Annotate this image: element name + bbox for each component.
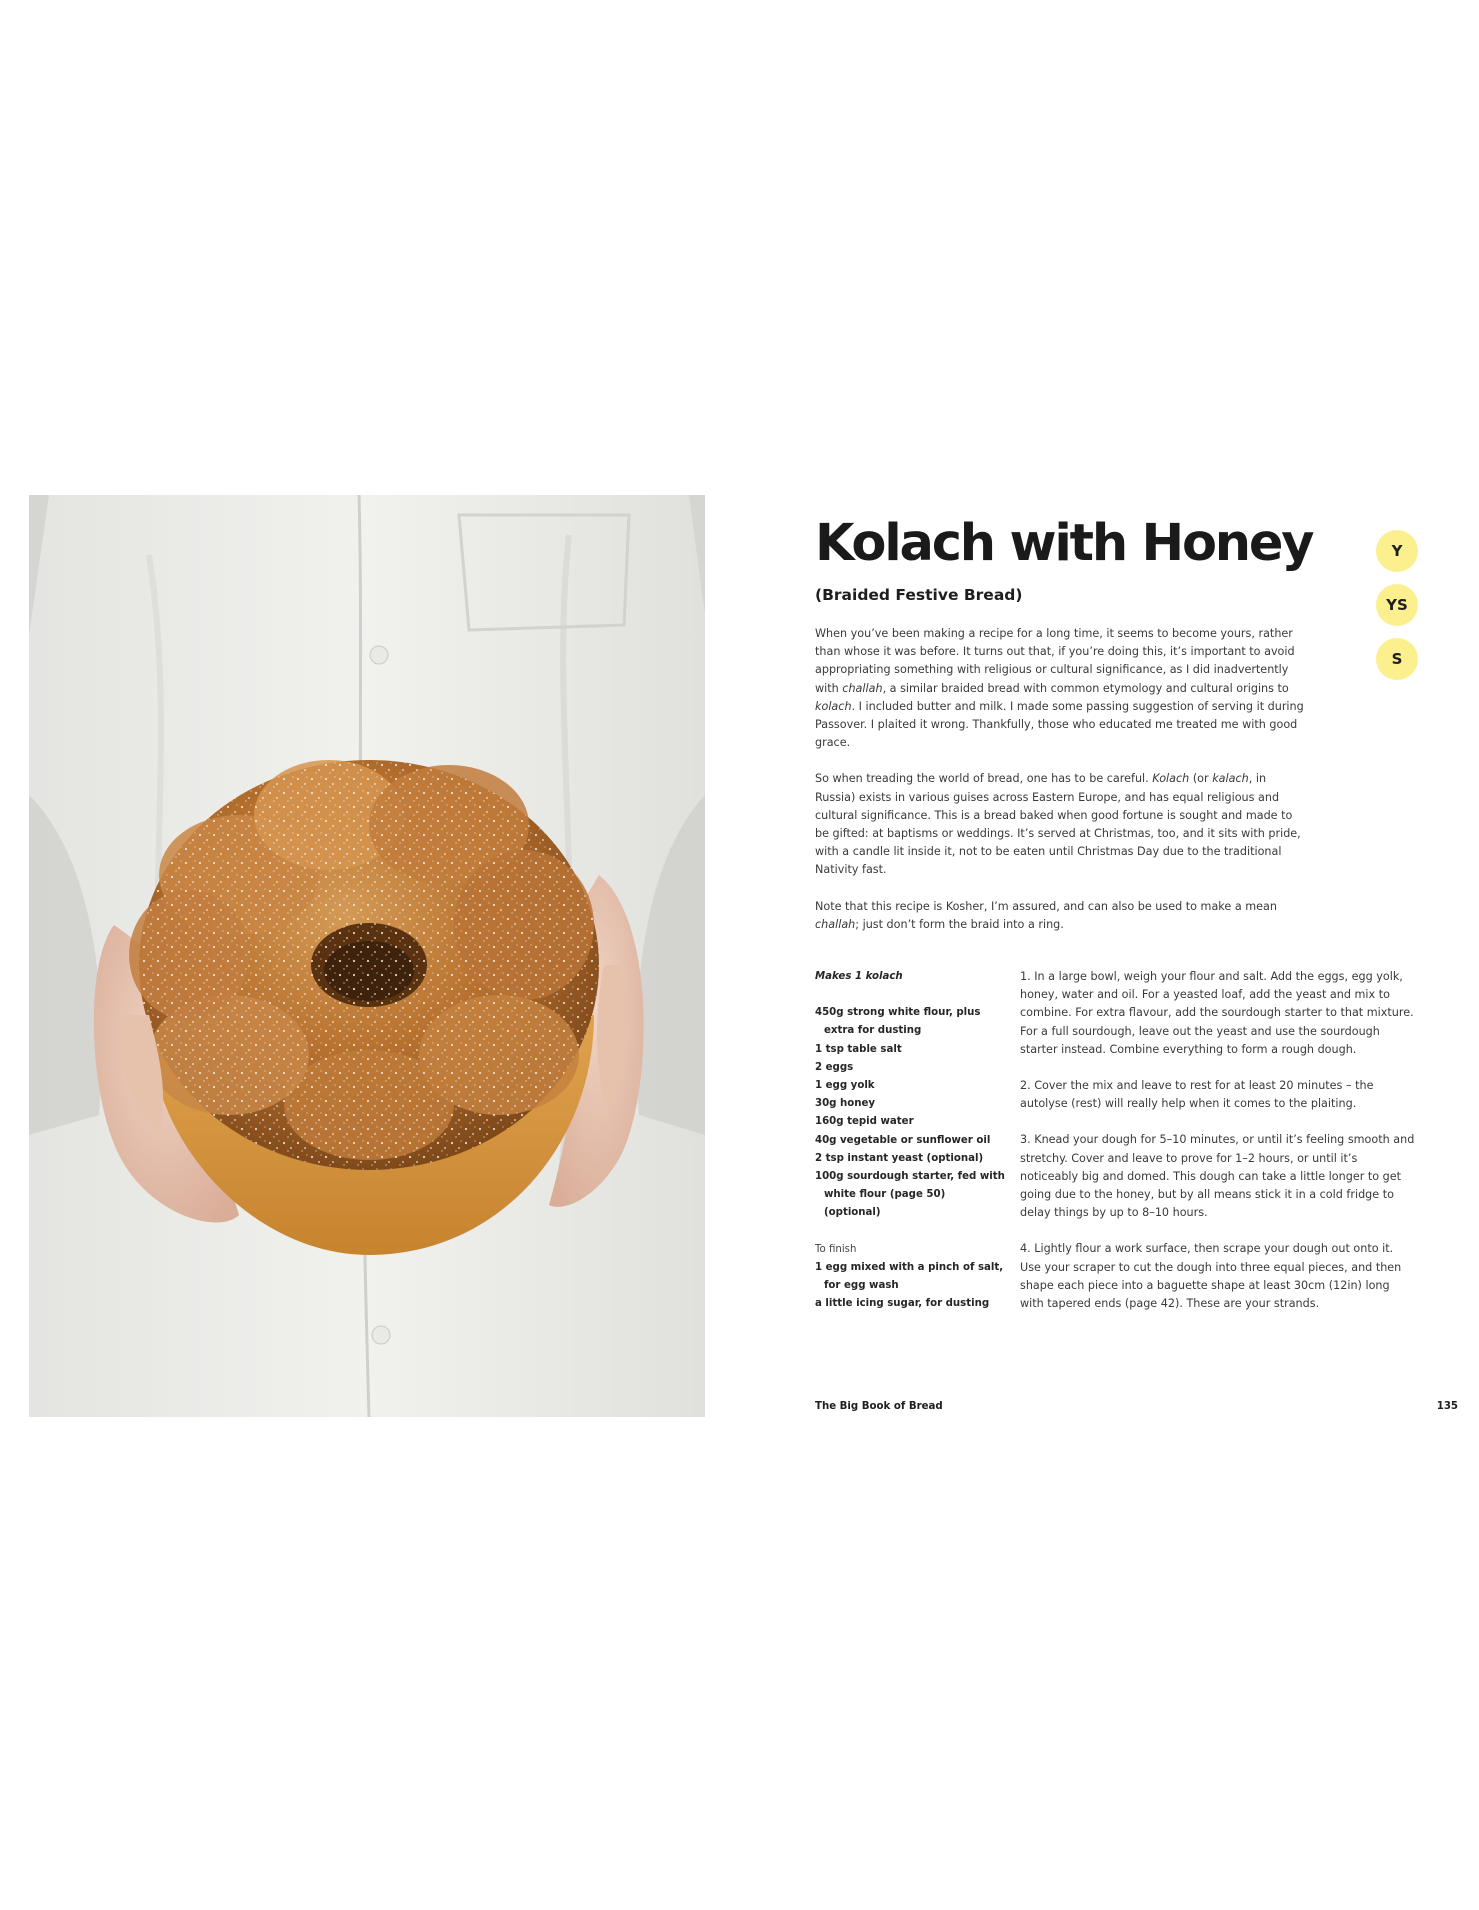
italic-term: kolach [815,699,852,713]
italic-term: kalach [1212,772,1249,786]
ingredient-item: 1 tsp table salt [815,1043,902,1055]
ingredient-item: 2 tsp instant yeast (optional) [815,1152,984,1164]
badge-sourdough: S [1376,638,1418,680]
intro-paragraph: When you’ve been making a recipe for a long time, it seems to become yours, rather than whose it was before. It turns out that, if you’re doing this, it’s important to avoid appropriating something with religious or cultural significance, as I did inadvertently with challah, a similar braided bread with common etymology and cultural origins to kolach. I included butter and milk. I made some passing suggestion of serving it during Passover. I plaited it wrong. Thankfully, those who educated me treated me with good grace. [815,627,1304,750]
method-column [1020,968,1415,1331]
finish-item: a little icing sugar, for dusting [815,1298,990,1310]
italic-term: Kolach [1152,772,1190,786]
method-step: 3. Knead your dough for 5–10 minutes, or until it’s feeling smooth and stretchy. Cover and leave to prove for 1–2 hours, or until it’s noticeably big and domed. This dough can take a little longer to get going due to the honey, but by all means stick it in a cold fridge to delay things by up to 8–10 hours. [1020,1133,1415,1220]
intro-paragraph: So when treading the world of bread, one has to be careful. Kolach (or kalach, in Russia) exists in various guises across Eastern Europe, and has equal religious and cultural significance. This is a bread baked when good fortune is sought and made to be gifted: at baptisms or weddings. It’s served at Christmas, too, and it sits with pride, with a candle lit inside it, not to be eaten until Christmas Day due to the traditional Nativity fast. [815,772,1301,877]
finish-item: 1 egg mixed with a pinch of salt, for egg wash [815,1261,1004,1292]
ingredient-list [815,1004,1005,1222]
diet-badges [1376,530,1418,692]
yield-text: Makes 1 kolach [815,971,903,982]
bread-photo [29,495,705,1417]
italic-term: challah [815,917,856,931]
intro-paragraph: Note that this recipe is Kosher, I’m assured, and can also be used to make a mean challah; just don’t form the braid into a ring. [815,899,1277,931]
ingredients-column [815,968,1005,1313]
page-number: 135 [1436,1401,1458,1412]
recipe-subtitle: (Braided Festive Bread) [815,586,1023,604]
badge-yeast-sourdough: YS [1376,584,1418,626]
bread-photo-illustration [29,495,705,1417]
book-title-footer: The Big Book of Bread [815,1401,943,1412]
ingredient-item: 30g honey [815,1098,876,1110]
recipe-intro [815,625,1305,952]
ingredient-item: 160g tepid water [815,1116,914,1128]
method-step: 2. Cover the mix and leave to rest for at least 20 minutes – the autolyse (rest) will really help when it comes to the plaiting. [1020,1079,1374,1111]
ingredient-item: 450g strong white flour, plus extra for dusting [815,1007,981,1037]
method-step: 4. Lightly flour a work surface, then scrape your dough out onto it. Use your scraper to cut the dough into three equal pieces, and then shape each piece into a baguette shape at least 30cm (12in) long with tapered ends (page 42). These are your strands. [1020,1242,1402,1311]
ingredient-item: 40g vegetable or sunflower oil [815,1134,991,1146]
ingredient-item: 100g sourdough starter, fed with white flour (page 50) (optional) [815,1171,1005,1219]
ingredient-item: 1 egg yolk [815,1080,875,1092]
badge-yeast: Y [1376,530,1418,572]
finish-heading: To finish [815,1243,857,1255]
italic-term: challah [842,681,883,695]
recipe-title: Kolach with Honey [815,514,1313,573]
method-step: 1. In a large bowl, weigh your flour and salt. Add the eggs, egg yolk, honey, water and oil. For a yeasted loaf, add the yeast and mix to combine. For extra flavour, add the sourdough starter to that mixture. For a full sourdough, leave out the yeast and use the sourdough starter instead. Combine everything to form a rough dough. [1020,970,1414,1056]
ingredient-item: 2 eggs [815,1061,854,1073]
finish-list [815,1259,1005,1314]
